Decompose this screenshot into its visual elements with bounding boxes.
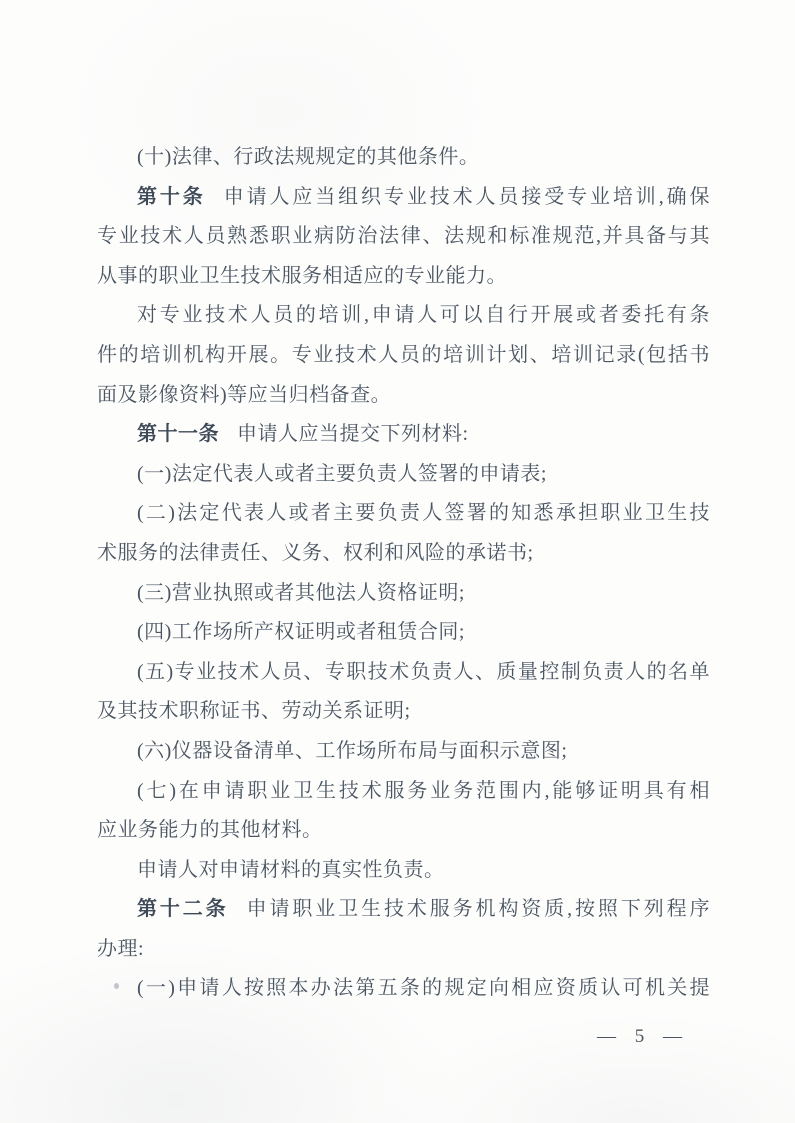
text-line: 申请人对申请材料的真实性负责。	[137, 858, 445, 881]
text-line: 对专业技术人员的培训,申请人可以自行开展或者委托有条	[137, 304, 710, 327]
article-heading: 第十条	[137, 185, 206, 208]
scan-speck	[114, 983, 119, 989]
page-number: — 5 —	[597, 1026, 689, 1047]
text-line: (五)专业技术人员、专职技术负责人、质量控制负责人的名单	[137, 660, 710, 683]
text-line: (四)工作场所产权证明或者租赁合同;	[137, 621, 465, 644]
text-line: 面及影像资料)等应当归档备查。	[97, 383, 392, 406]
body-text	[97, 138, 710, 1009]
text-line: (七)在申请职业卫生技术服务业务范围内,能够证明具有相	[137, 779, 710, 802]
text-line: 第十条 申请人应当组织专业技术人员接受专业培训,确保	[137, 185, 710, 208]
text-line: 第十一条 申请人应当提交下列材料:	[137, 423, 469, 446]
text-line: 专业技术人员熟悉职业病防治法律、法规和标准规范,并具备与其	[97, 225, 710, 248]
text-line: 办理:	[97, 937, 145, 960]
text-line: (一)申请人按照本办法第五条的规定向相应资质认可机关提	[137, 977, 710, 1000]
text-line: (十)法律、行政法规规定的其他条件。	[137, 146, 480, 168]
text-line: 应业务能力的其他材料。	[97, 819, 323, 842]
text-line: 第十二条 申请职业卫生技术服务机构资质,按照下列程序	[137, 898, 711, 921]
text-line: (六)仪器设备清单、工作场所布局与面积示意图;	[137, 739, 568, 762]
article-heading: 第十二条	[137, 898, 229, 921]
text-line: 及其技术职称证书、劳动关系证明;	[97, 700, 411, 723]
text-line: (一)法定代表人或者主要负责人签署的申请表;	[137, 462, 547, 485]
article-heading: 第十一条	[137, 423, 219, 446]
text-line: 术服务的法律责任、义务、权利和风险的承诺书;	[97, 541, 534, 564]
text-line: 件的培训机构开展。专业技术人员的培训计划、培训记录(包括书	[97, 343, 710, 366]
text-line: 从事的职业卫生技术服务相适应的专业能力。	[97, 264, 507, 287]
text-line: (三)营业执照或者其他法人资格证明;	[137, 581, 465, 604]
text-line: (二)法定代表人或者主要负责人签署的知悉承担职业卫生技	[137, 502, 710, 525]
